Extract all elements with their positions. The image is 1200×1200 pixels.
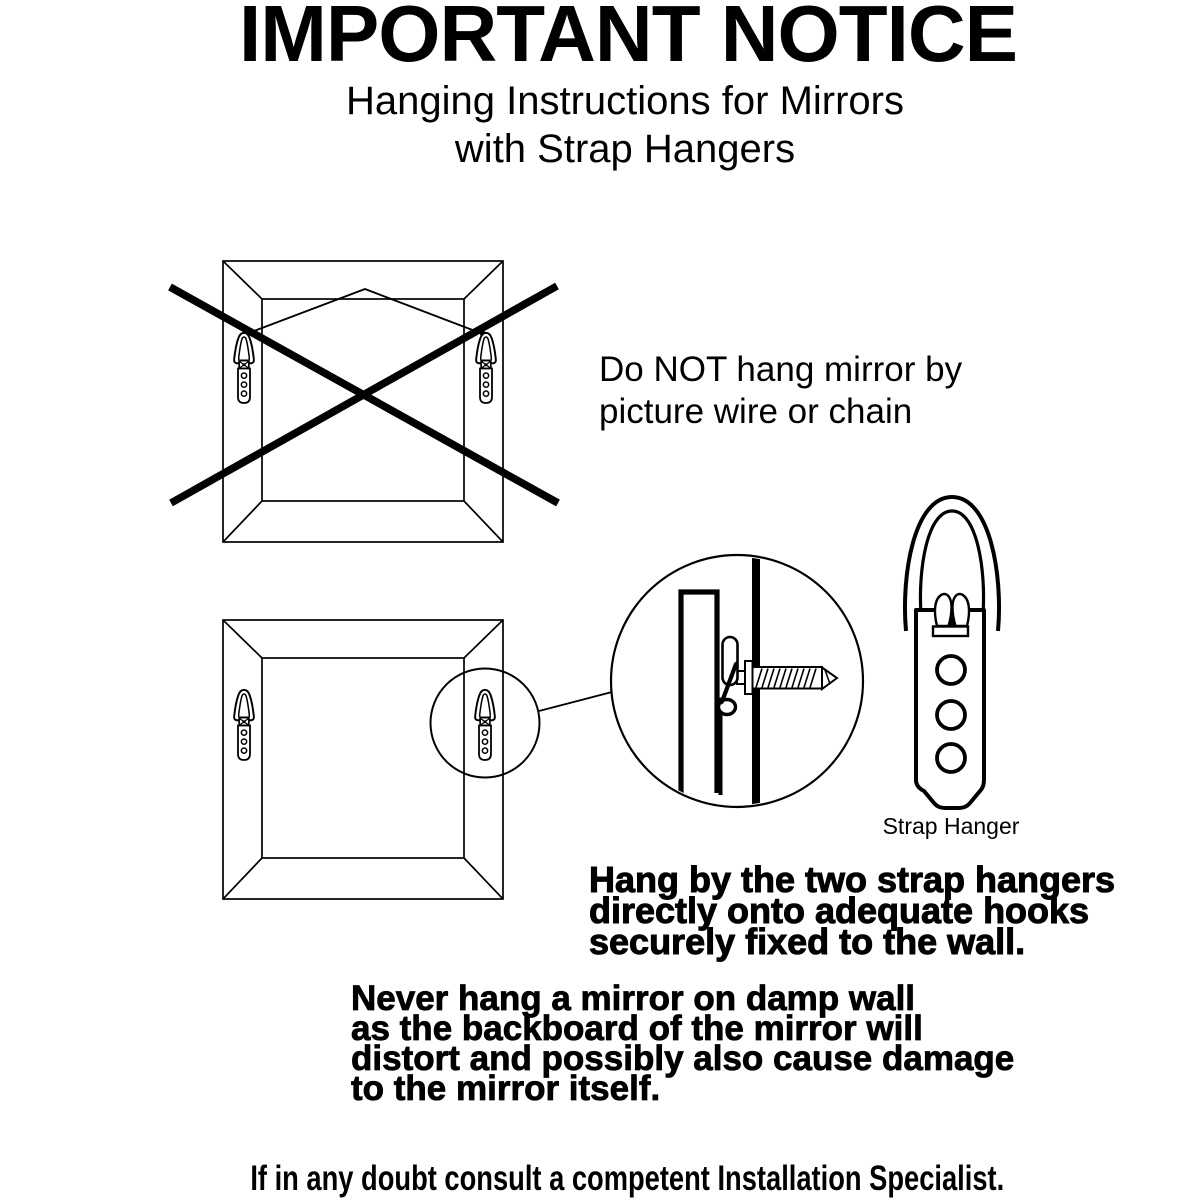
wire-warning-note bbox=[599, 349, 962, 433]
damp-warning-line-3: distort and possibly also cause damage bbox=[351, 1039, 1015, 1078]
subtitle-line-2: with Strap Hangers bbox=[454, 127, 796, 171]
damp-warning-line-2: as the backboard of the mirror will bbox=[351, 1009, 923, 1048]
strap-hanger-icon bbox=[476, 333, 496, 403]
hang-instruction-line-3: securely fixed to the wall. bbox=[589, 921, 1026, 962]
strap-hanger-illustration bbox=[905, 497, 999, 808]
strap-fold-left bbox=[935, 594, 952, 626]
strap-hung-mirror-diagram bbox=[223, 620, 612, 899]
strap-hanger-icon bbox=[234, 333, 254, 403]
damp-warning-line-1: Never hang a mirror on damp wall bbox=[351, 979, 916, 1018]
damp-warning-line-4: to the mirror itself. bbox=[351, 1069, 661, 1108]
picture-wire-line bbox=[243, 289, 486, 337]
hang-instruction-line-1: Hang by the two strap hangers bbox=[589, 859, 1116, 900]
strap-fold-right bbox=[953, 594, 970, 626]
strap-hole bbox=[937, 656, 965, 684]
prohibition-cross-icon bbox=[170, 286, 558, 503]
page-title: IMPORTANT NOTICE bbox=[238, 0, 1018, 78]
footer-note bbox=[27, 1159, 1200, 1199]
mirror-frame-back bbox=[223, 261, 503, 542]
page-subtitle bbox=[25, 77, 1200, 173]
strap-hole bbox=[937, 701, 965, 729]
magnifier-callout-line bbox=[539, 692, 612, 711]
strap-hanger-icon bbox=[234, 690, 254, 760]
strap-hanger-label: Strap Hanger bbox=[882, 813, 1020, 839]
wire-warning-line-1: Do NOT hang mirror by bbox=[599, 350, 963, 389]
damp-wall-warning-note bbox=[351, 979, 1015, 1108]
strap-slot bbox=[933, 627, 968, 637]
crossed-mirror-diagram bbox=[170, 261, 558, 542]
hang-instruction-note bbox=[589, 859, 1116, 962]
hang-instruction-line-2: directly onto adequate hooks bbox=[589, 890, 1090, 931]
strap-hole bbox=[937, 744, 965, 772]
wall-fixing-detail-circle bbox=[611, 550, 863, 812]
subtitle-line-1: Hanging Instructions for Mirrors bbox=[346, 79, 904, 123]
footer-text: If in any doubt consult a competent Installation Specialist. bbox=[250, 1159, 1004, 1198]
mirror-frame-back bbox=[223, 620, 503, 899]
strap-hanger-icon bbox=[475, 690, 495, 760]
wire-warning-line-2: picture wire or chain bbox=[599, 392, 913, 431]
